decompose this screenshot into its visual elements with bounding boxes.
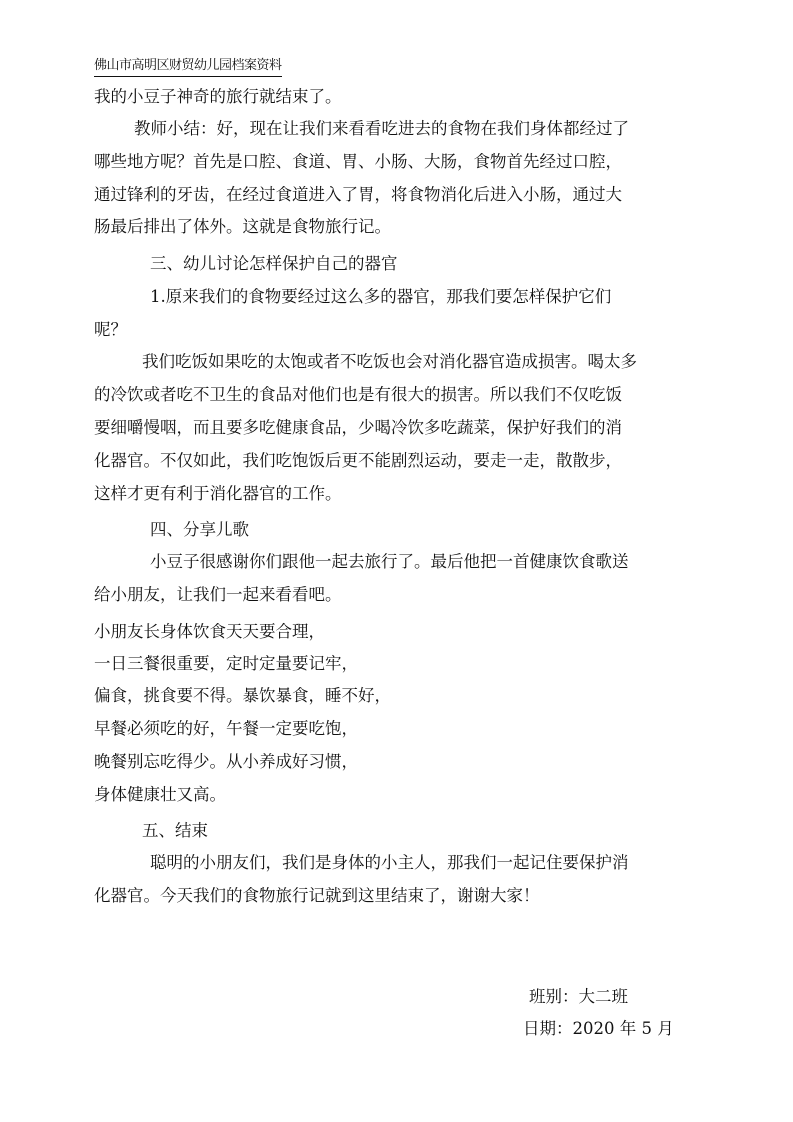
poem-line: 身体健康壮又高。 xyxy=(94,785,226,804)
section-heading: 五、结束 xyxy=(142,821,208,840)
section-heading: 三、幼儿讨论怎样保护自己的器官 xyxy=(150,254,398,273)
poem-line: 偏食，挑食要不得。暴饮暴食，睡不好， xyxy=(94,686,391,705)
poem-line: 一日三餐很重要，定时定量要记牢， xyxy=(94,654,358,673)
text-line: 1.原来我们的食物要经过这么多的器官，那我们要怎样保护它们 xyxy=(150,287,612,306)
text-line: 我的小豆子神奇的旅行就结束了。 xyxy=(94,87,342,106)
section-heading: 四、分享儿歌 xyxy=(150,520,249,539)
text-line: 小豆子很感谢你们跟他一起去旅行了。最后他把一首健康饮食歌送 xyxy=(150,552,629,571)
text-line: 的冷饮或者吃不卫生的食品对他们也是有很大的损害。所以我们不仅吃饭 xyxy=(94,385,622,404)
text-line: 通过锋利的牙齿，在经过食道进入了胃，将食物消化后进入小肠，通过大 xyxy=(94,185,622,204)
text-line: 教师小结：好，现在让我们来看看吃进去的食物在我们身体都经过了 xyxy=(134,119,629,138)
text-line: 我们吃饭如果吃的太饱或者不吃饭也会对消化器官造成损害。喝太多 xyxy=(142,352,637,371)
text-line: 要细嚼慢咽，而且要多吃健康食品，少喝冷饮多吃蔬菜，保护好我们的消 xyxy=(94,418,622,437)
text-line: 聪明的小朋友们，我们是身体的小主人，那我们一起记住要保护消 xyxy=(150,853,629,872)
text-line: 呢？ xyxy=(94,320,127,339)
text-line: 哪些地方呢？首先是口腔、食道、胃、小肠、大肠，食物首先经过口腔， xyxy=(94,152,622,171)
text-line: 化器官。不仅如此，我们吃饱饭后更不能剧烈运动，要走一走，散散步， xyxy=(94,451,622,470)
poem-line: 晚餐别忘吃得少。从小养成好习惯， xyxy=(94,752,358,771)
class-label: 班别：大二班 xyxy=(529,987,628,1006)
text-line: 肠最后排出了体外。这就是食物旅行记。 xyxy=(94,217,391,236)
text-line: 给小朋友，让我们一起来看看吧。 xyxy=(94,585,342,604)
poem-line: 小朋友长身体饮食天天要合理， xyxy=(94,622,325,641)
text-line: 这样才更有利于消化器官的工作。 xyxy=(94,484,342,503)
date-label: 日期：2020 年 5 月 xyxy=(523,1019,674,1038)
text-line: 化器官。今天我们的食物旅行记就到这里结束了，谢谢大家！ xyxy=(94,886,540,905)
poem-line: 早餐必须吃的好，午餐一定要吃饱， xyxy=(94,719,358,738)
archive-header: 佛山市高明区财贸幼儿园档案资料 xyxy=(94,57,282,77)
